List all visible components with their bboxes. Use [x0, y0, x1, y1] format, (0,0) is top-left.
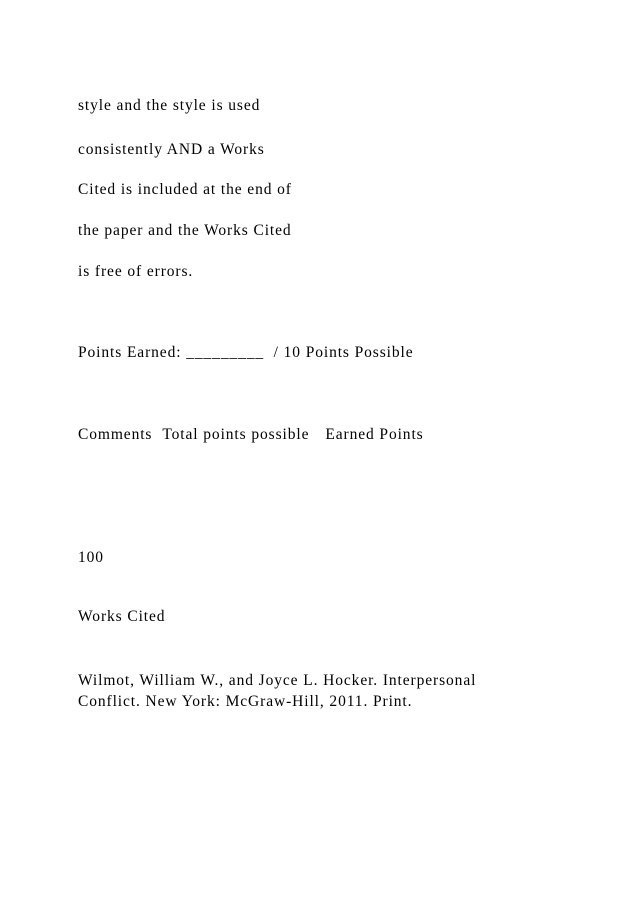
earned-points-label: Earned Points [325, 426, 424, 443]
summary-header-row [78, 425, 424, 445]
works-cited-entry-line-1: Wilmot, William W., and Joyce L. Hocker. Interpersonal [78, 672, 477, 689]
works-cited-entry-line-2: Conflict. New York: McGraw-Hill, 2011. Print. [78, 693, 413, 710]
works-cited-heading: Works Cited [78, 608, 166, 625]
points-earned-row [78, 343, 414, 363]
total-points-label: Total points possible [162, 426, 310, 443]
rubric-line-3: Cited is included at the end of [78, 181, 292, 198]
rubric-line-5: is free of errors. [78, 263, 194, 280]
points-earned-blank: _________ [186, 344, 265, 361]
works-cited-entry [78, 670, 476, 712]
rubric-line-2: consistently AND a Works [78, 141, 265, 158]
total-points-value: 100 [78, 549, 104, 566]
points-possible: / 10 Points Possible [273, 344, 414, 361]
comments-label: Comments [78, 426, 153, 443]
rubric-line-4: the paper and the Works Cited [78, 222, 292, 239]
points-earned-label: Points Earned: [78, 344, 182, 361]
rubric-line-1: style and the style is used [78, 97, 261, 114]
